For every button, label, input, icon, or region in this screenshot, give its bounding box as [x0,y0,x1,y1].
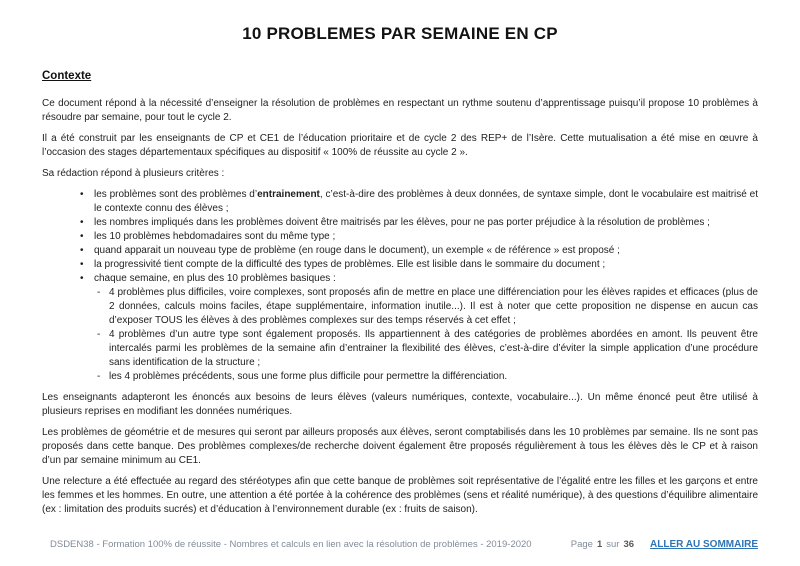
bullet-item-progressivite [80,258,758,272]
bullet-marker: • [80,273,84,284]
page-footer [42,539,758,550]
paragraph-relecture: Une relecture a été effectuée au regard des stéréotypes afin que cette banque de problèmes soit représentative de l’égalité entre les filles et les garçons et entre les femmes et les hommes. En outre, une attention a été portée à la cohérence des problèmes (sens et réalité numérique), à des questions d’équilibre alimentaire (ex : limitation des produits sucrés) et d’éducation à l’environnement durable (ex : fruits de saison). [42,476,758,515]
page-indicator [571,539,758,550]
sommaire-link[interactable]: ALLER AU SOMMAIRE [650,539,758,550]
paragraph-adaptation: Les enseignants adapteront les énoncés aux besoins de leurs élèves (valeurs numériques, contexte, vocabulaire...). Un même énoncé peut être utilisé à plusieurs reprises en modifiant les données numériques. [42,392,758,417]
page-word: Page [570,539,593,550]
total-pages: 36 [623,539,635,550]
bullet-marker: • [80,217,84,228]
sub-bullet-item-difficiles [97,286,758,328]
criteria-sublist [80,286,758,384]
bullet-marker: • [80,259,84,270]
sur-word: sur [606,539,620,550]
dash-marker: - [97,329,101,340]
bullet-text: les 10 problèmes hebdomadaires sont du même type ; [94,231,336,242]
page-number: 1 [596,539,603,550]
paragraph-criteria-intro: Sa rédaction répond à plusieurs critères : [42,168,225,179]
sub-bullet-text: les 4 problèmes précédents, sous une forme plus difficile pour permettre la différenciation. [109,371,508,382]
page-title: 10 PROBLEMES PAR SEMAINE EN CP [242,24,558,43]
paragraph-geometrie: Les problèmes de géométrie et de mesures qui seront par ailleurs proposés aux élèves, seront comptabilisés dans les 10 problèmes par semaine. Ils ne sont pas proposés dans cette banque. Des problèmes complexes/de recherche doivent également être proposés régulièrement à tous les élèves dès le CP et à raison d’un par semaine minimum au CE1. [42,427,758,466]
sub-bullet-text: 4 problèmes d’un autre type sont également proposés. Ils appartiennent à des catégories de problèmes abordées en amont. Ils peuvent être intercalés parmi les problèmes de la semaine afin d’entrainer la flexibilité des élèves, c’est-à-dire d’éviter la simple application d’une procédure sans identification de la structure ; [109,329,758,368]
bullet-item-entrainement [80,188,758,216]
dash-marker: - [97,287,101,298]
footer-document-info: DSDEN38 - Formation 100% de réussite - Nombres et calculs en lien avec la résolution de problèmes - 2019-2020 [50,539,532,550]
bullet-marker: • [80,189,84,200]
bullet-text: chaque semaine, en plus des 10 problèmes basiques : [94,273,336,284]
paragraph-origin: Il a été construit par les enseignants de CP et CE1 de l’éducation prioritaire et de cycle 2 des REP+ de l’Isère. Cette mutualisation a été mise en œuvre à l’occasion des stages départementaux spécifiques au dispositif « 100% de réussite au cycle 2 ». [42,133,758,158]
sub-bullet-item-precedents [97,370,758,384]
sub-bullet-text: 4 problèmes plus difficiles, voire complexes, sont proposés afin de mettre en place une différenciation pour les élèves rapides et efficaces (plus de 2 données, calculs moins faciles, étape supplémentaire, information inutile...). Il est à noter que cette proposition ne dispense en aucun cas d’exposer TOUS les élèves à des problèmes complexes sur des temps réservés à cet effet ; [109,287,758,326]
bullet-item-hebdomadaires [80,230,758,244]
paragraph-intro: Ce document répond à la nécessité d’enseigner la résolution de problèmes en respectant un rythme soutenu d’apprentissage puisqu’il propose 10 problèmes à résoudre par semaine, pour tout le cycle 2. [42,98,758,123]
bullet-text: la progressivité tient compte de la difficulté des types de problèmes. Elle est lisible dans le sommaire du document ; [94,259,606,270]
sub-bullet-item-autre-type [97,328,758,370]
bullet-text: quand apparait un nouveau type de problème (en rouge dans le document), un exemple « de référence » est proposé ; [94,245,620,256]
criteria-list [42,188,758,384]
bullet-item-nouveau-type [80,244,758,258]
bullet-marker: • [80,245,84,256]
bullet-text: les problèmes sont des problèmes d’entrainement, c’est-à-dire des problèmes à deux données, de syntaxe simple, dont le vocabulaire est maitrisé et le contexte connu des élèves ; [94,189,758,214]
bullet-marker: • [80,231,84,242]
bullet-item-chaque-semaine [80,272,758,384]
bullet-text: les nombres impliqués dans les problèmes doivent être maitrisés par les élèves, pour ne pas porter préjudice à la résolution de problèmes ; [94,217,710,228]
bullet-item-nombres [80,216,758,230]
dash-marker: - [97,371,101,382]
section-heading-contexte: Contexte [42,70,92,82]
